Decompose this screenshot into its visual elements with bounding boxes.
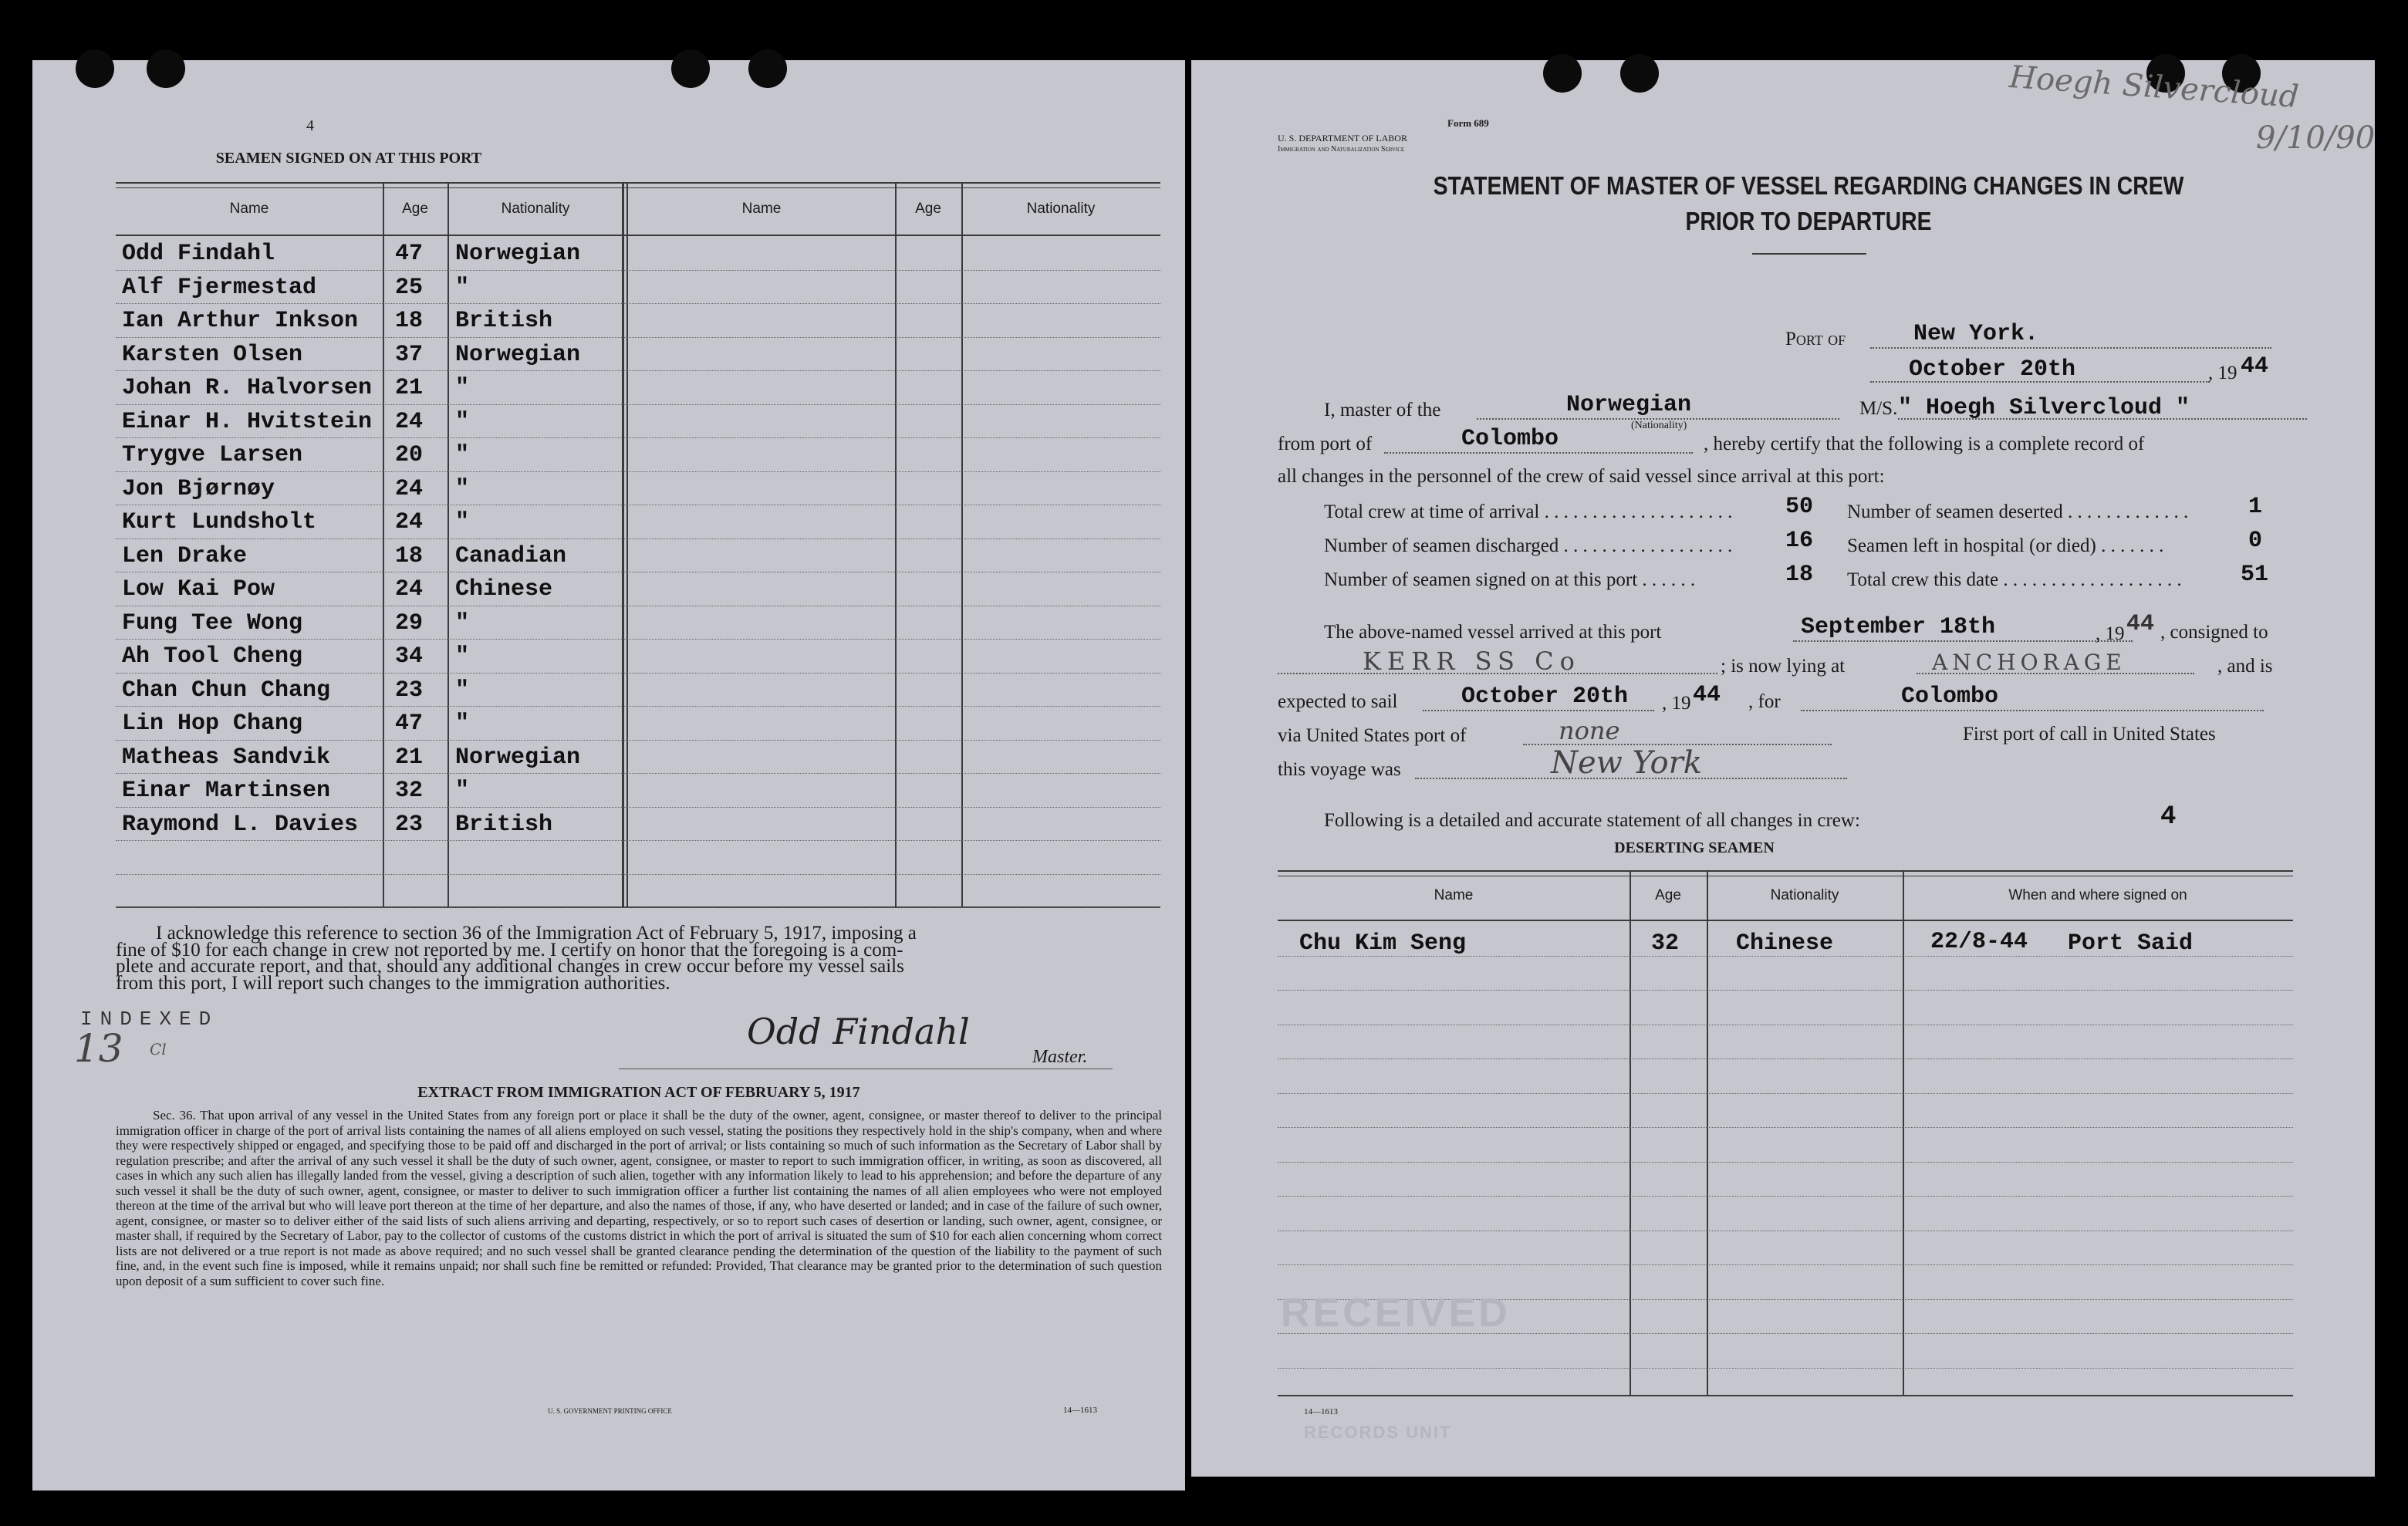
row-rule bbox=[1278, 1058, 2293, 1059]
fill-line bbox=[1870, 347, 2271, 349]
seaman-age: 20 bbox=[395, 442, 424, 468]
deserter-nationality: Chinese bbox=[1736, 930, 1834, 957]
row-rule bbox=[116, 437, 1160, 438]
seaman-nationality: Norwegian bbox=[455, 241, 581, 267]
seaman-nationality: Canadian bbox=[455, 543, 567, 569]
year-prefix: , 19 bbox=[2208, 363, 2237, 383]
right-page bbox=[1191, 60, 2375, 1477]
row-rule bbox=[1278, 1196, 2293, 1197]
seaman-age: 37 bbox=[395, 342, 424, 368]
fill-line bbox=[1801, 710, 2264, 711]
seaman-name: Len Drake bbox=[122, 543, 248, 569]
table-header-rule bbox=[116, 235, 1160, 236]
ms-label: M/S. bbox=[1859, 398, 1898, 419]
seaman-nationality: " bbox=[455, 677, 470, 704]
form-code: 14—1613 bbox=[1304, 1407, 1338, 1416]
ack-line: from this port, I will report such changes to the immigration authorities. bbox=[116, 972, 670, 994]
punch-hole bbox=[1543, 54, 1582, 93]
des-col-name: Name bbox=[1434, 887, 1474, 903]
nationality-value: Norwegian bbox=[1566, 392, 1692, 418]
seaman-age: 47 bbox=[395, 711, 424, 737]
master-of-label: I, master of the bbox=[1324, 400, 1441, 420]
des-col-nationality: Nationality bbox=[1770, 887, 1839, 903]
deserter-name: Chu Kim Seng bbox=[1299, 930, 1467, 957]
seaman-name: Odd Findahl bbox=[122, 241, 275, 267]
col-header-nationality: Nationality bbox=[501, 201, 570, 217]
seaman-nationality: " bbox=[455, 476, 470, 502]
row-rule bbox=[116, 538, 1160, 539]
row-rule bbox=[1278, 990, 2293, 991]
row-rule bbox=[1278, 1162, 2293, 1163]
seaman-nationality: " bbox=[455, 778, 470, 804]
master-signature: Odd Findahl bbox=[747, 1011, 970, 1052]
fill-line bbox=[1278, 673, 1717, 674]
punch-hole bbox=[76, 49, 114, 88]
seaman-age: 21 bbox=[395, 744, 424, 771]
seaman-nationality: " bbox=[455, 711, 470, 737]
acknowledgement-text bbox=[116, 923, 1162, 994]
seaman-name: Raymond L. Davies bbox=[122, 812, 359, 838]
column-divider bbox=[1903, 872, 1904, 1395]
seaman-nationality: British bbox=[455, 308, 553, 334]
seaman-name: Lin Hop Chang bbox=[122, 711, 303, 737]
date-value: October 20th bbox=[1909, 356, 2076, 383]
from-port-label: from port of bbox=[1278, 434, 1373, 454]
seaman-age: 21 bbox=[395, 375, 424, 401]
seaman-age: 23 bbox=[395, 812, 424, 838]
col-header-name: Name bbox=[229, 201, 269, 217]
deserter-table-bottom bbox=[1278, 1395, 2293, 1396]
column-divider bbox=[961, 184, 963, 906]
row-rule bbox=[116, 907, 1160, 908]
stat-signed-on-value: 18 bbox=[1785, 562, 1814, 588]
row-rule bbox=[1278, 1368, 2293, 1369]
section-title: SEAMEN SIGNED ON AT THIS PORT bbox=[215, 150, 482, 167]
ack-line: fine of $10 for each change in crew not reported by me. I certify on honor that the foregoing is a com- bbox=[116, 939, 903, 961]
row-rule bbox=[1278, 1093, 2293, 1094]
ack-line: plete and accurate report, and that, should any additional changes in crew occur before my vessel sails bbox=[116, 956, 904, 977]
via-value: none bbox=[1559, 716, 1620, 745]
title-rule bbox=[1752, 253, 1866, 255]
service: Immigration and Naturalization Service bbox=[1278, 145, 1405, 154]
column-divider bbox=[626, 184, 628, 906]
seaman-name: Fung Tee Wong bbox=[122, 610, 303, 636]
form-number: Form 689 bbox=[1447, 117, 1489, 129]
column-divider bbox=[622, 184, 624, 906]
indexed-stamp: INDEXED bbox=[80, 1008, 219, 1031]
row-rule bbox=[116, 807, 1160, 808]
fill-line bbox=[1917, 673, 2194, 674]
seaman-name: Trygve Larsen bbox=[122, 442, 303, 468]
stat-deserted: Number of seamen deserted . . . . . . . . . . . . . bbox=[1847, 501, 2189, 522]
seaman-name: Kurt Lundsholt bbox=[122, 509, 317, 535]
stat-discharged: Number of seamen discharged . . . . . . . . . . . . . . . . . . bbox=[1324, 535, 1733, 556]
des-col-when-where: When and where signed on bbox=[2008, 887, 2187, 903]
records-unit-stamp: RECORDS UNIT bbox=[1304, 1423, 1452, 1442]
row-rule bbox=[116, 706, 1160, 707]
seaman-age: 29 bbox=[395, 610, 424, 636]
arrived-year: 44 bbox=[2126, 611, 2155, 637]
stat-total-date: Total crew this date . . . . . . . . . . . . . . . . . . . bbox=[1847, 569, 2182, 590]
deserting-title: DESERTING SEAMEN bbox=[1614, 839, 1775, 856]
all-changes-text: all changes in the personnel of the crew of said vessel since arrival at this port: bbox=[1278, 466, 1885, 487]
from-port-value: Colombo bbox=[1461, 426, 1559, 452]
row-rule bbox=[116, 874, 1160, 875]
deserter-place: Port Said bbox=[2068, 930, 2194, 957]
row-rule bbox=[116, 404, 1160, 405]
stat-hospital: Seamen left in hospital (or died) . . . . . . . bbox=[1847, 535, 2164, 556]
seaman-nationality: " bbox=[455, 375, 470, 401]
certify-text: , hereby certify that the following is a complete record of bbox=[1704, 434, 2145, 454]
seaman-age: 24 bbox=[395, 509, 424, 535]
consigned-label: , consigned to bbox=[2160, 622, 2268, 643]
seaman-age: 47 bbox=[395, 241, 424, 267]
port-value: New York. bbox=[1913, 321, 2039, 347]
via-label: via United States port of bbox=[1278, 725, 1467, 746]
punch-hole bbox=[1620, 54, 1659, 93]
following-text: Following is a detailed and accurate statement of all changes in crew: bbox=[1324, 810, 1860, 831]
row-rule bbox=[116, 773, 1160, 774]
fill-line bbox=[1423, 710, 1654, 711]
deserter-table-top bbox=[1278, 870, 2293, 872]
seaman-age: 25 bbox=[395, 275, 424, 301]
stat-total-arrival: Total crew at time of arrival . . . . . . . . . . . . . . . . . . . . bbox=[1324, 501, 1733, 522]
for-value: Colombo bbox=[1901, 684, 1999, 710]
punch-hole bbox=[748, 49, 787, 88]
seaman-nationality: " bbox=[455, 409, 470, 435]
row-rule bbox=[116, 303, 1160, 304]
department: U. S. DEPARTMENT OF LABOR bbox=[1278, 133, 1407, 143]
stat-deserted-value: 1 bbox=[2248, 494, 2263, 520]
seaman-nationality: Norwegian bbox=[455, 744, 581, 771]
left-page bbox=[32, 60, 1185, 1491]
column-divider bbox=[1630, 872, 1631, 1395]
stat-signed-on: Number of seamen signed on at this port . . . . . . bbox=[1324, 569, 1696, 590]
seaman-nationality: " bbox=[455, 643, 470, 670]
index-number: 13 bbox=[74, 1026, 123, 1071]
seaman-name: Matheas Sandvik bbox=[122, 744, 331, 771]
col-header-age: Age bbox=[402, 201, 428, 217]
arrived-label: The above-named vessel arrived at this port bbox=[1324, 622, 1662, 643]
received-stamp: RECEIVED bbox=[1281, 1291, 1511, 1335]
column-divider bbox=[383, 184, 384, 906]
table-top-rule bbox=[116, 182, 1160, 184]
col-header-nationality-2: Nationality bbox=[1026, 201, 1096, 217]
punch-hole bbox=[671, 49, 710, 88]
fill-line bbox=[1870, 381, 2210, 383]
form-subtitle: PRIOR TO DEPARTURE bbox=[1685, 207, 1932, 235]
row-rule bbox=[1278, 1127, 2293, 1128]
seaman-nationality: Norwegian bbox=[455, 342, 581, 368]
column-divider bbox=[895, 184, 897, 906]
deserter-header-rule bbox=[1278, 920, 2293, 921]
fill-line bbox=[1793, 640, 2133, 642]
row-rule bbox=[116, 639, 1160, 640]
seaman-age: 24 bbox=[395, 476, 424, 502]
page-number: 4 bbox=[306, 117, 314, 134]
and-is-label: , and is bbox=[2217, 656, 2273, 677]
first-port-label: First port of call in United States bbox=[1963, 724, 2216, 744]
seaman-nationality: " bbox=[455, 610, 470, 636]
seaman-nationality: Chinese bbox=[455, 576, 553, 603]
stat-total-date-value: 51 bbox=[2241, 562, 2269, 588]
row-rule bbox=[116, 337, 1160, 338]
expected-label: expected to sail bbox=[1278, 691, 1398, 712]
extract-title: EXTRACT FROM IMMIGRATION ACT OF FEBRUARY 5, 1917 bbox=[417, 1084, 860, 1101]
seaman-nationality: " bbox=[455, 442, 470, 468]
index-suffix: Cl bbox=[150, 1040, 167, 1058]
seaman-age: 18 bbox=[395, 308, 424, 334]
arrived-year-prefix: , 19 bbox=[2096, 623, 2125, 644]
expected-year-prefix: , 19 bbox=[1662, 693, 1691, 714]
stat-discharged-value: 16 bbox=[1785, 528, 1814, 554]
for-label: , for bbox=[1748, 691, 1781, 712]
voyage-value: New York bbox=[1551, 745, 1702, 781]
row-rule bbox=[116, 840, 1160, 841]
row-rule bbox=[1278, 1264, 2293, 1265]
seaman-age: 34 bbox=[395, 643, 424, 670]
fill-line bbox=[1384, 452, 1693, 454]
deserter-age: 32 bbox=[1651, 930, 1680, 957]
stat-hospital-value: 0 bbox=[2248, 528, 2263, 554]
printer-imprint: U. S. GOVERNMENT PRINTING OFFICE bbox=[548, 1407, 672, 1415]
seaman-age: 24 bbox=[395, 409, 424, 435]
deserter-date: 22/8-44 bbox=[1930, 929, 2028, 955]
consignee-value: KERR SS Co bbox=[1363, 647, 1581, 676]
port-label: Port of bbox=[1785, 329, 1846, 349]
seaman-age: 24 bbox=[395, 576, 424, 603]
seaman-age: 18 bbox=[395, 543, 424, 569]
expected-value: October 20th bbox=[1461, 684, 1629, 710]
row-rule bbox=[116, 270, 1160, 271]
seaman-nationality: " bbox=[455, 275, 470, 301]
row-rule bbox=[116, 471, 1160, 472]
column-divider bbox=[1707, 872, 1708, 1395]
col-header-name-2: Name bbox=[741, 201, 782, 217]
stat-total-arrival-value: 50 bbox=[1785, 494, 1814, 520]
seaman-age: 23 bbox=[395, 677, 424, 704]
row-rule bbox=[116, 673, 1160, 674]
changes-count: 4 bbox=[2160, 802, 2177, 832]
seaman-name: Chan Chun Chang bbox=[122, 677, 331, 704]
seaman-name: Einar H. Hvitstein bbox=[122, 409, 373, 435]
nationality-caption: (Nationality) bbox=[1631, 420, 1687, 431]
row-rule bbox=[116, 740, 1160, 741]
seaman-name: Einar Martinsen bbox=[122, 778, 331, 804]
voyage-label: this voyage was bbox=[1278, 759, 1401, 780]
lying-value: ANCHORAGE bbox=[1932, 650, 2126, 675]
fill-line bbox=[1898, 418, 2307, 420]
lying-label: ; is now lying at bbox=[1721, 656, 1846, 677]
ack-line: I acknowledge this reference to section 36 of the Immigration Act of February 5, 1917, imposing a bbox=[156, 923, 917, 944]
seaman-nationality: British bbox=[455, 812, 553, 838]
seaman-name: Alf Fjermestad bbox=[122, 275, 317, 301]
handwritten-vessel-note: Hoegh Silvercloud bbox=[2008, 59, 2300, 116]
des-col-age: Age bbox=[1655, 887, 1681, 903]
year-value: 44 bbox=[2241, 353, 2269, 380]
seaman-name: Karsten Olsen bbox=[122, 342, 303, 368]
punch-hole bbox=[147, 49, 185, 88]
row-rule bbox=[116, 370, 1160, 371]
vessel-value: " Hoegh Silvercloud " bbox=[1898, 395, 2190, 421]
fill-line bbox=[1415, 778, 1847, 779]
arrived-value: September 18th bbox=[1801, 614, 1996, 640]
seaman-name: Ian Arthur Inkson bbox=[122, 308, 359, 334]
seaman-name: Ah Tool Cheng bbox=[122, 643, 303, 670]
seaman-nationality: " bbox=[455, 509, 470, 535]
seaman-name: Johan R. Halvorsen bbox=[122, 375, 373, 401]
seaman-name: Low Kai Pow bbox=[122, 576, 275, 603]
expected-year: 44 bbox=[1693, 682, 1721, 708]
column-divider bbox=[447, 184, 449, 906]
handwritten-date-note: 9/10/90 bbox=[2256, 120, 2376, 156]
seaman-name: Jon Bjørnøy bbox=[122, 476, 275, 502]
table-top-rule bbox=[116, 187, 1160, 188]
seaman-age: 32 bbox=[395, 778, 424, 804]
col-header-age-2: Age bbox=[915, 201, 941, 217]
form-title: STATEMENT OF MASTER OF VESSEL REGARDING CHANGES IN CREW bbox=[1433, 171, 2184, 200]
form-code: 14—1613 bbox=[1063, 1406, 1097, 1415]
extract-text: Sec. 36. That upon arrival of any vessel in the United States from any foreign port or place it shall be the duty of the owner, agent, consignee, or master thereof to deliver to the principal immigration officer in charge of the port of arrival lists containing the names of all aliens employed on such vessel, stating the positions they respectively hold in the ship's company, when and where they were respectively shipped or engaged, and specifying those to be paid off and discharged in the port of arrival; or lists containing so much of such information as the Secretary of Labor shall by regulation prescribe; and after the arrival of any such vessel it shall be the duty of such owner, agent, consignee, or master to report to such immigration officer, in writing, as soon as discovered, all cases in which any such alien has illegally landed from the vessel, giving a description of such alien, together with any information likely to lead to his apprehension; and before the departure of any such vessel it shall be the duty of such owner, agent, consignee, or master to deliver to such immigration officer a further list containing the names of all alien employees who were not employed thereon at the time of the arrival but who will leave port thereon at the time of her departure, and also the names of those, if any, who have deserted or landed; and in case of the failure of such owner, agent, consignee, or master so to deliver either of the said lists of such aliens arriving and departing, respectively, or so to report such cases of desertion or landing, such owner, agent, consignee, or master shall, if required by the Secretary of Labor, pay to the collector of customs of the customs district in which the port of arrival is situated the sum of $10 for each alien concerning whom correct lists are not delivered or a true report is not made as above required; and no such vessel shall be granted clearance pending the determination of the question of the liability to the payment of such fine, and, in the event such fine is imposed, while it remains unpaid; nor shall such fine be remitted or refunded: Provided, That clearance may be granted prior to the determination of such question upon deposit of a sum sufficient to cover such fine. bbox=[116, 1108, 1162, 1288]
master-label: Master. bbox=[1032, 1047, 1088, 1067]
